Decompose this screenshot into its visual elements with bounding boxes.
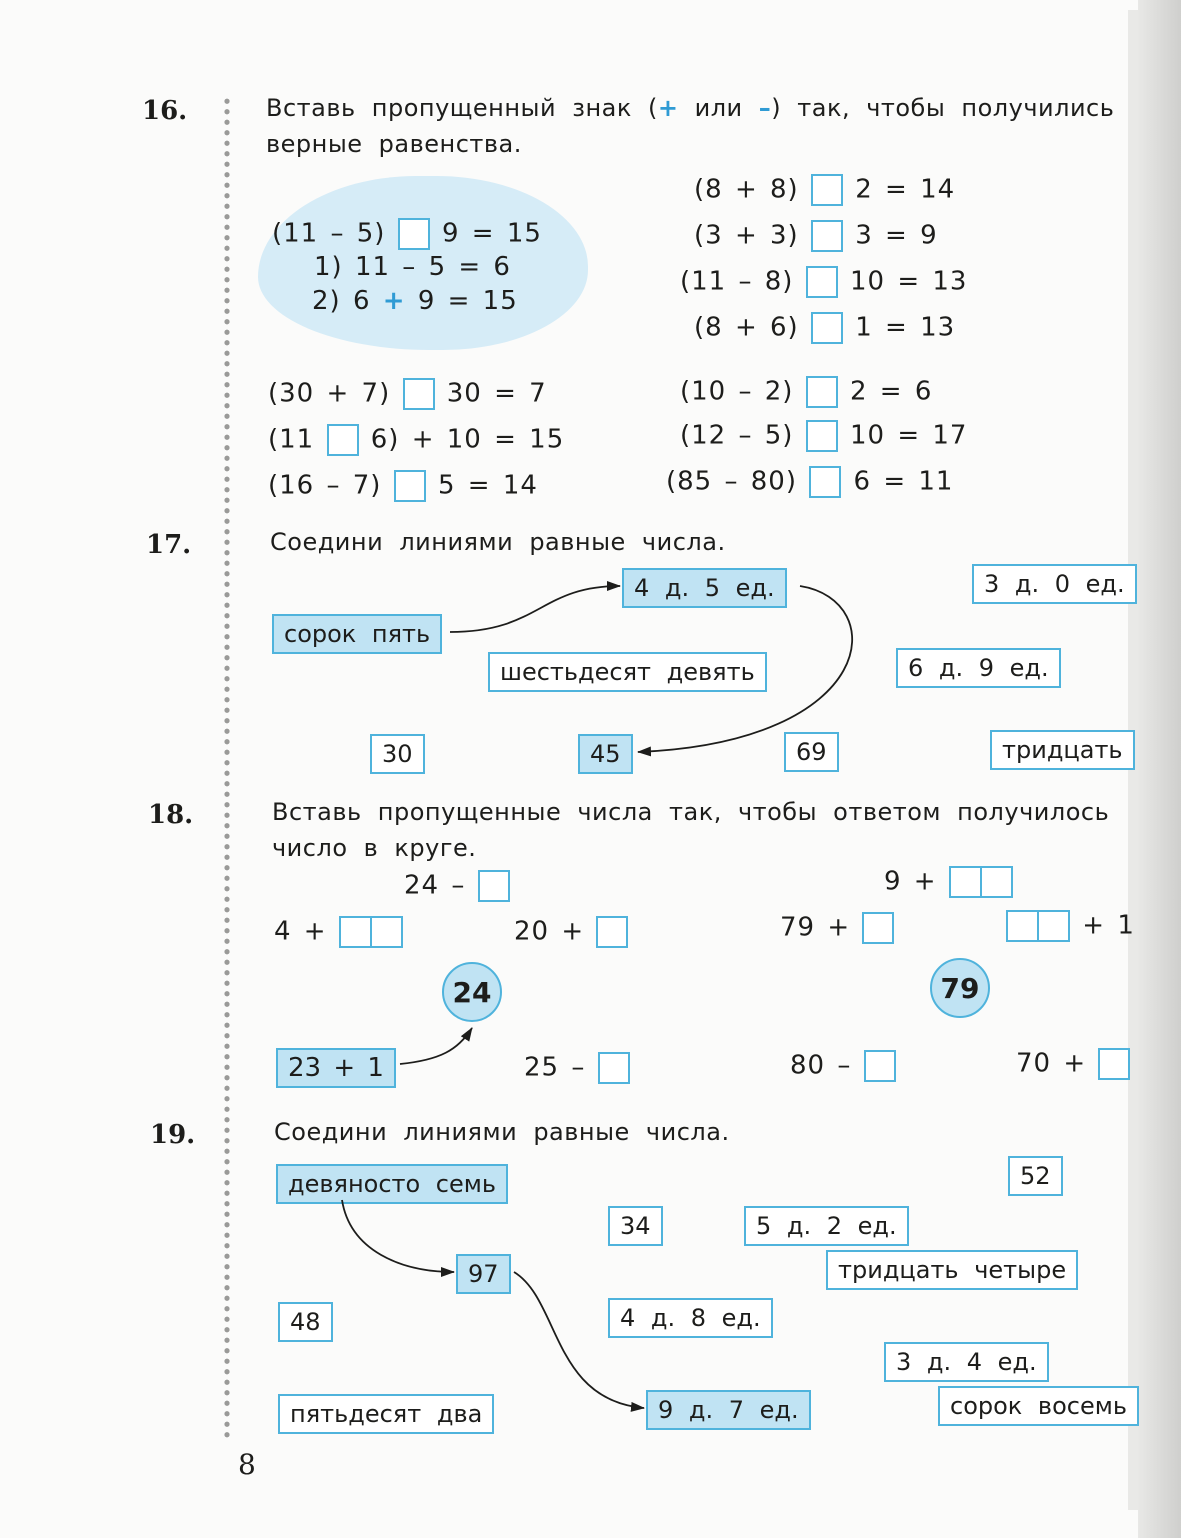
label-tridtsat-chetyre[interactable]: тридцать четыре: [826, 1250, 1078, 1290]
label-sorok-pyat[interactable]: сорок пять: [272, 614, 442, 654]
arrow-97-to-9d7ed: [514, 1272, 644, 1408]
label-pyatdesyat-dva[interactable]: пятьдесят два: [278, 1394, 494, 1434]
equation-right: 1 = 13: [855, 312, 956, 343]
task16-number: 16.: [142, 96, 188, 126]
label-52[interactable]: 52: [1008, 1156, 1063, 1196]
task17-text: Соедини линиями равные числа.: [270, 528, 726, 556]
equation-right: 3 = 9: [855, 220, 938, 251]
example-step2-right: 9 = 15: [417, 286, 518, 316]
equation-right: 10 = 17: [849, 420, 968, 451]
arrow-4d5ed-to-45: [638, 586, 852, 752]
equation-right: 30 = 7: [446, 378, 547, 409]
expr-text: 20 +: [514, 916, 585, 947]
expr-text: 79 +: [780, 912, 851, 943]
equation-right: 2 = 6: [849, 376, 933, 407]
arrow-sorok-pyat-to-4d5ed: [450, 586, 620, 632]
label-3d4ed[interactable]: 3 д. 4 ед.: [884, 1342, 1049, 1382]
expr-text: + 1: [1082, 910, 1135, 941]
example-step1: 1) 11 – 5 = 6: [314, 252, 511, 282]
label-30[interactable]: 30: [370, 734, 425, 774]
label-45[interactable]: 45: [578, 734, 633, 774]
label-4d5ed[interactable]: 4 д. 5 ед.: [622, 568, 787, 608]
label-shestdesyat-devyat[interactable]: шестьдесят девять: [488, 652, 767, 692]
label-devyanosto-sem[interactable]: девяносто семь: [276, 1164, 508, 1204]
arrow-23plus1-to-24: [400, 1028, 472, 1064]
equation-left: (30 + 7): [268, 378, 391, 409]
label-69[interactable]: 69: [784, 732, 839, 772]
example-main-left: (11 – 5): [272, 218, 386, 249]
equation-right: 5 = 14: [437, 470, 538, 501]
task16-text-a: Вставь пропущенный знак (: [266, 94, 658, 122]
equation-left: (10 – 2): [680, 376, 794, 407]
equation-left: (85 – 80): [666, 466, 797, 497]
page-number: 8: [238, 1448, 256, 1481]
task18-number: 18.: [148, 800, 194, 830]
task18-text-line1: Вставь пропущенные числа так, чтобы ответом получилось: [272, 798, 1110, 826]
equation-left: (8 + 8): [694, 174, 799, 205]
equation-left: (11: [268, 424, 315, 455]
task16-text-line2: верные равенства.: [266, 130, 522, 158]
task16-text-b: ) так, чтобы получились: [771, 94, 1115, 122]
expr-23-plus-1[interactable]: 23 + 1: [276, 1048, 396, 1088]
label-5d2ed[interactable]: 5 д. 2 ед.: [744, 1206, 909, 1246]
expr-text: 24 –: [404, 870, 466, 901]
target-circle-79: 79: [930, 958, 990, 1018]
task19-text: Соедини линиями равные числа.: [274, 1118, 730, 1146]
equation-right: 6 = 11: [853, 466, 954, 497]
label-sorok-vosem[interactable]: сорок восемь: [938, 1386, 1139, 1426]
label-6d9ed[interactable]: 6 д. 9 ед.: [896, 648, 1061, 688]
task19-number: 19.: [150, 1120, 196, 1150]
equation-left: (8 + 6): [694, 312, 799, 343]
example-main-right: 9 = 15: [441, 218, 542, 249]
expr-text: 80 –: [790, 1050, 852, 1081]
expr-text: 70 +: [1016, 1048, 1087, 1079]
expr-text: 9 +: [884, 866, 937, 897]
task16-or: или: [678, 94, 759, 122]
equation-left: (11 – 8): [680, 266, 794, 297]
minus-sign: –: [758, 94, 772, 122]
equation-right: 10 = 13: [849, 266, 968, 297]
equation-right: 2 = 14: [855, 174, 956, 205]
target-circle-24: 24: [442, 962, 502, 1022]
plus-sign: +: [657, 94, 679, 122]
label-4d8ed[interactable]: 4 д. 8 ед.: [608, 1298, 773, 1338]
equation-left: (16 – 7): [268, 470, 382, 501]
task17-number: 17.: [146, 530, 192, 560]
label-34[interactable]: 34: [608, 1206, 663, 1246]
task18-text-line2: число в круге.: [272, 834, 477, 862]
arrow-devyanosto-sem-to-97: [342, 1200, 454, 1272]
label-3d0ed[interactable]: 3 д. 0 ед.: [972, 564, 1137, 604]
example-step2-left: 2) 6: [312, 286, 371, 316]
example-step2-sign: +: [382, 286, 406, 316]
label-9d7ed[interactable]: 9 д. 7 ед.: [646, 1390, 811, 1430]
expr-text: 4 +: [274, 916, 327, 947]
equation-right: 6) + 10 = 15: [370, 424, 565, 455]
label-tridtsat[interactable]: тридцать: [990, 730, 1135, 770]
equation-left: (12 – 5): [680, 420, 794, 451]
label-48[interactable]: 48: [278, 1302, 333, 1342]
label-97[interactable]: 97: [456, 1254, 511, 1294]
expr-text: 25 –: [524, 1052, 586, 1083]
equation-left: (3 + 3): [694, 220, 799, 251]
